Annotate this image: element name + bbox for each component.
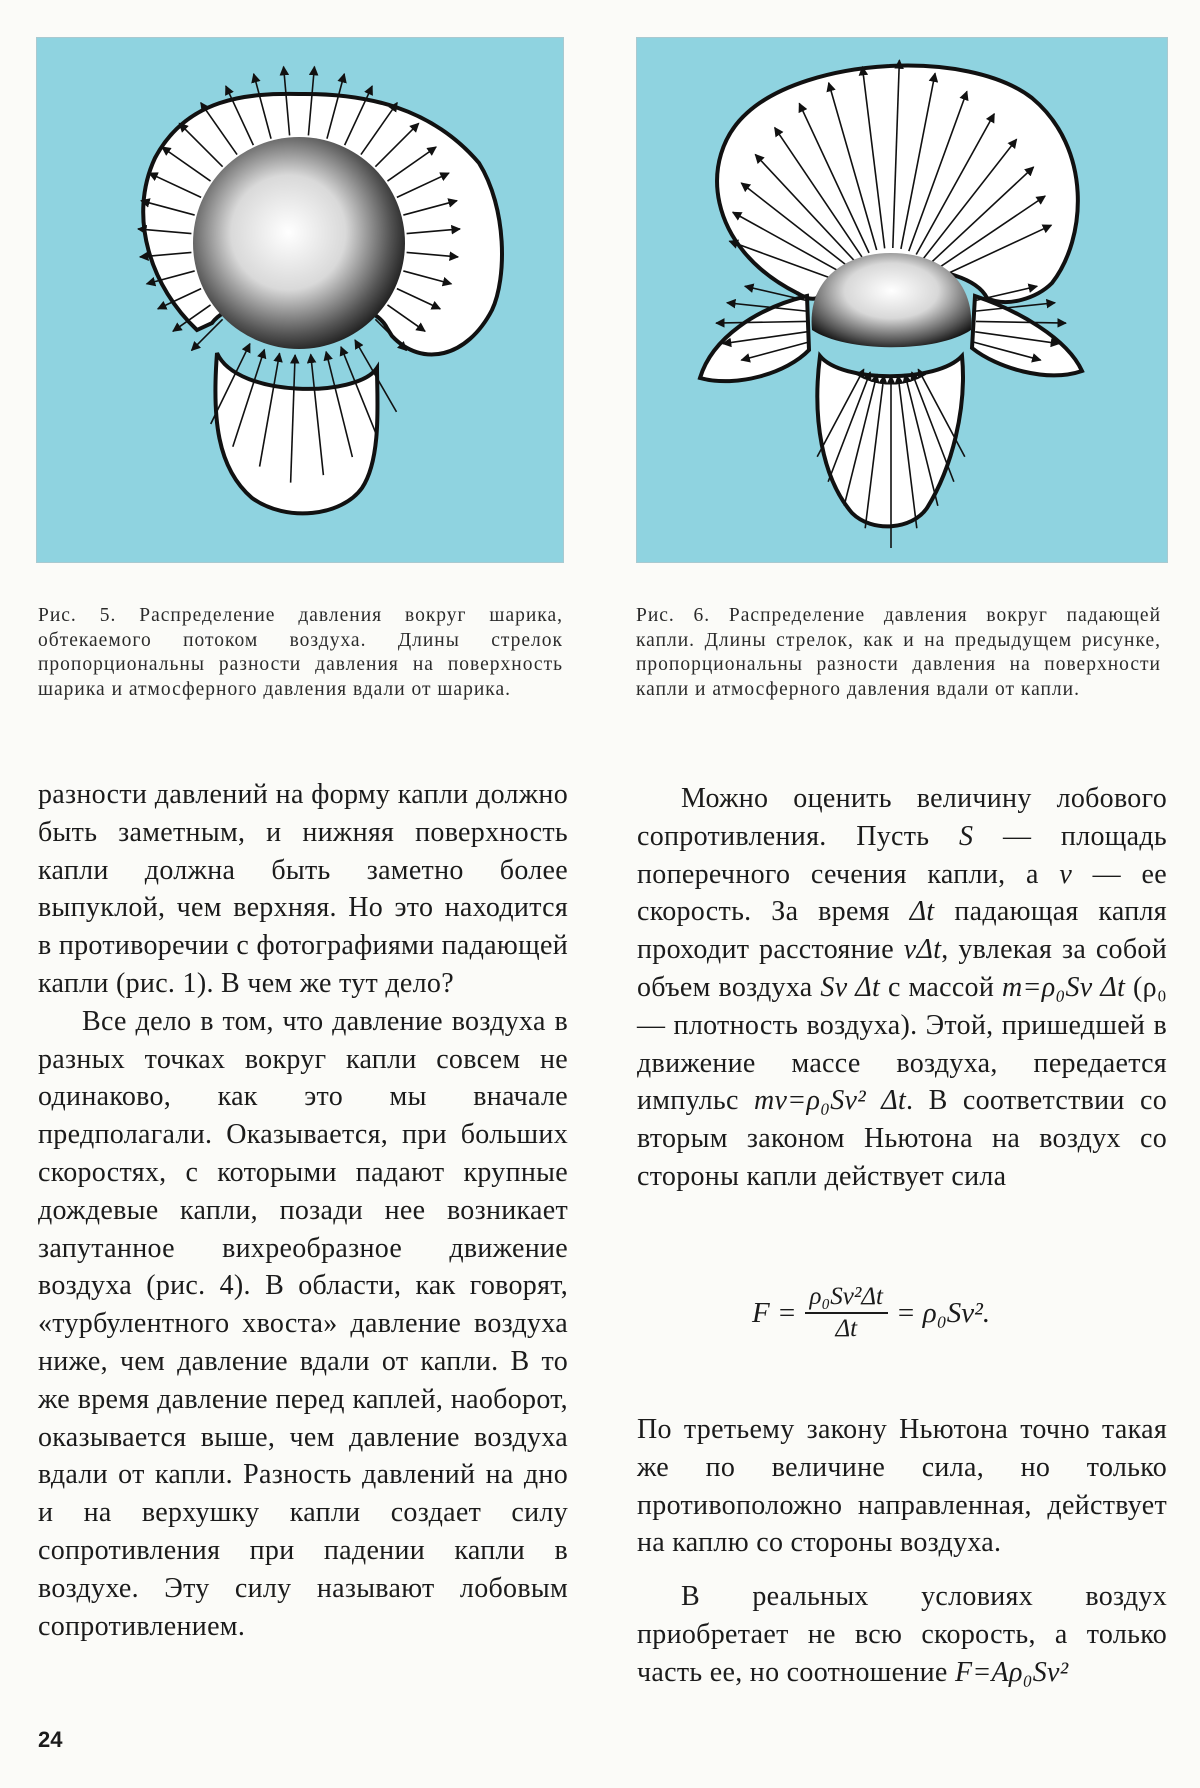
figure-6-drop-pressure [636,37,1168,563]
pressure-lobe-bottom [817,356,963,526]
math-symbol: vΔt [903,934,942,966]
figure-5-sphere-pressure [36,37,564,563]
left-column [38,776,568,1645]
math-symbol: mv=ρ₀Sv² Δt [754,1085,907,1117]
math-symbol: Δt [909,896,935,928]
text: — площадь поперечного сечения капли, а [637,820,1167,890]
drop-pressure-diagram-icon [637,38,1167,562]
paragraph: Все дело в том, что давление воздуха в разных точках вокруг капли совсем не одинаково, как это мы вначале предполагали. Оказывается, при больших скоростях, с которыми падают крупные дождевые капли, позади нее возникает запутанное вихреобразное движение воздуха (рис. 4). В области, как говорят, «турбулентного хвоста» давление воздуха ниже, чем давление вдали от капли. В то же время давление перед каплей, наоборот, оказывается выше, чем давление воздуха вдали от капли. Разность давлений на дно и на верхушку капли создает силу сопротивления при падении капли в воздухе. Эту силу называют лобовым сопротивлением. [38,1005,568,1642]
drag-force-formula [752,1278,990,1348]
text: В реальных условиях воздух приобретает не всю скорость, а только часть ее, но соотношение [637,1581,1167,1688]
paragraph: разности давлений на форму капли должно быть заметным, и нижняя поверхность капли должна быть заметно более выпуклой, чем верхняя. Но это находится в противоречии с фотографиями падающей капли (рис. 1). В чем же тут дело? [38,779,568,999]
pressure-lobe-right [972,296,1082,375]
formula-rhs: = ρ₀Sv². [895,1296,991,1329]
text: , увлекая за собой объем воздуха [637,934,1167,1003]
text: Можно оценить величину лобового сопротивления. Пусть [637,783,1167,852]
sphere-pressure-diagram-icon [37,38,563,562]
formula-lhs: F = [752,1296,797,1329]
sphere [193,137,405,349]
text: (ρ₀ — плотность воздуха). Этой, пришедшей в движение массе воздуха, передается импульс [637,971,1168,1117]
math-symbol: F=Aρ₀Sv² [954,1656,1069,1688]
paragraph: По третьему закону Ньютона точно такая же по величине сила, но только противоположно направленная, действует на каплю со стороны воздуха. [637,1414,1167,1559]
right-column-bottom [637,1411,1167,1692]
right-column-top [637,780,1167,1196]
math-symbol: v [1059,858,1073,890]
paragraph [637,1578,1167,1691]
formula-fraction [805,1283,888,1343]
formula-denominator: Δt [835,1315,858,1342]
math-symbol: Sv Δt [820,971,881,1003]
text: — ее скорость. За время [637,858,1167,928]
text: с массой [880,971,1002,1003]
figure-5-caption: Рис. 5. Распределение давления вокруг шарика, обтекаемого потоком воздуха. Длины стрелок пропорциональны разности давления на поверхность шарика и атмосферного давления вдали от шарика. [38,605,563,700]
figure-6-caption: Рис. 6. Распределение давления вокруг падающей капли. Длины стрелок, как и на предыдущем рисунке, пропорциональны разности давления на поверхности капли и атмосферного давления вдали от капли. [636,605,1161,700]
formula-numerator: ρ₀Sv²Δt [805,1283,888,1314]
text: . В соответствии со вторым законом Ньютона на воздух со стороны капли действует сила [637,1085,1167,1192]
paragraph [637,780,1167,1196]
text: падающая капля проходит расстояние [637,896,1167,966]
page-number: 24 [38,1727,63,1752]
math-symbol: S [959,820,974,852]
math-symbol: m=ρ₀Sv Δt [1002,971,1126,1003]
